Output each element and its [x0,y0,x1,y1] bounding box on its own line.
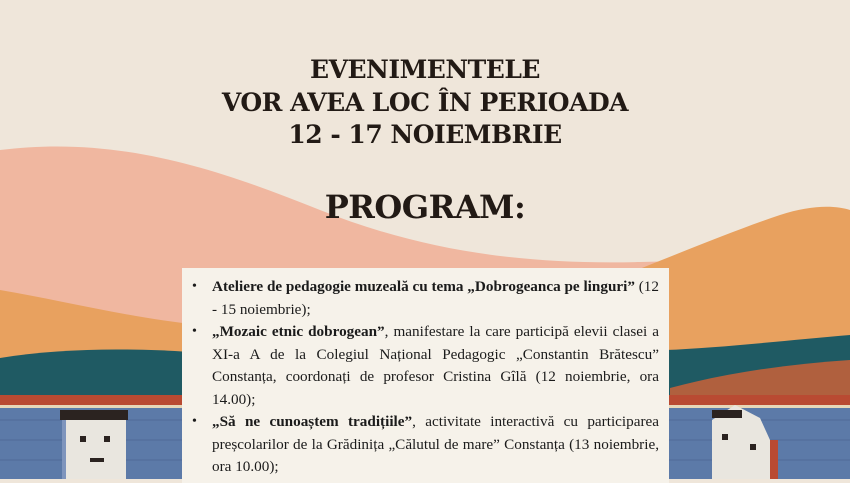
event-item-1 [212,276,659,321]
title-line-2: VOR AVEA LOC ÎN PERIOADA [221,88,629,117]
program-card [182,268,669,483]
event-1-details: (12 - 15 noiembrie); [212,278,659,318]
event-2-details: , manifestare la care participă elevii clasei a XI-a A de la Colegiul Național Pedagogic „Constantin Brătescu” Constanța, coordonați de profesor Cristina Gîlă (12 noiembrie, ora 14.00); [212,323,659,408]
event-2-title: „Mozaic etnic dobrogean” [212,323,385,340]
event-3-title: „Să ne cunoaștem tradițiile” [212,413,413,430]
event-item-2 [212,321,659,411]
event-3-details: , activitate interactivă cu participarea preșcolarilor de la Grădinița „Călutul de mare” Constanța (13 noiembrie, ora 10.00); [212,413,659,475]
title-line-1: EVENIMENTELE [310,55,540,84]
event-item-3 [212,411,659,479]
program-heading: PROGRAM: [324,188,526,226]
event-1-title: Ateliere de pedagogie muzeală cu tema „Dobrogeanca pe linguri” [212,278,635,295]
event-list [190,276,659,479]
woven-figure-left-icon [60,410,128,479]
title-line-3: 12 - 17 NOIEMBRIE [288,120,562,149]
